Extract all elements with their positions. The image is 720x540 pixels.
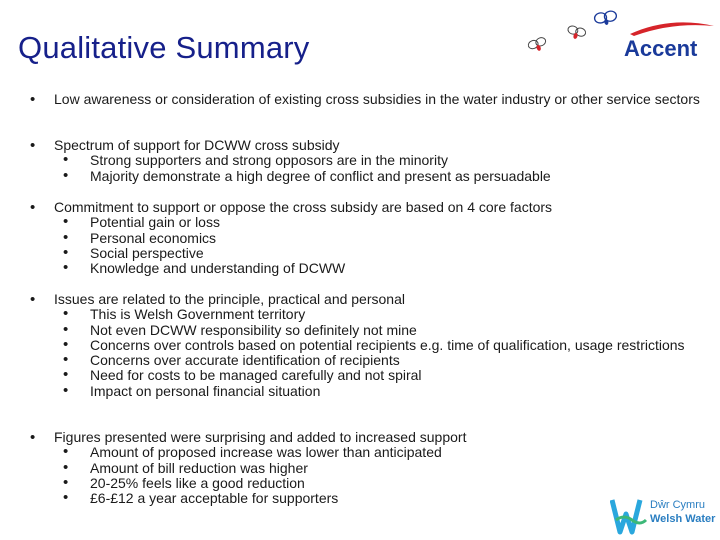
sub-bullet-item: [54, 228, 710, 246]
sub-bullet-text: Knowledge and understanding of DCWW: [90, 260, 346, 277]
bullet-item: [30, 430, 710, 506]
bullet-text: Commitment to support or oppose the cross subsidy are based on 4 core factors: [54, 199, 553, 215]
welsh-water-wave-icon: [610, 494, 650, 538]
bullet-marker: •: [30, 429, 36, 446]
bullet-marker: •: [30, 91, 36, 108]
sub-bullet-item: [54, 307, 710, 322]
sub-bullet-marker: •: [63, 151, 69, 169]
page-title: Qualitative Summary: [18, 30, 310, 65]
welsh-water-line1: Dŵr Cymru: [650, 499, 705, 511]
bullet-marker: •: [30, 291, 36, 308]
sub-bullet-marker: •: [63, 243, 69, 261]
welsh-water-line2: Welsh Water: [650, 513, 716, 525]
welsh-water-logo: [610, 494, 720, 538]
sub-bullet-text: Potential gain or loss: [90, 214, 220, 231]
sub-bullet-text: Amount of proposed increase was lower than anticipated: [90, 444, 442, 461]
bullet-text: Low awareness or consideration of existing cross subsidies in the water industry or other service sectors: [54, 91, 700, 107]
sub-bullet-text: Amount of bill reduction was higher: [90, 459, 308, 476]
sub-bullet-text: Concerns over accurate identification of recipients: [90, 352, 400, 369]
bullet-marker: •: [30, 199, 36, 216]
sub-bullet-text: Concerns over controls based on potential recipients e.g. time of qualification, usage restrictions: [90, 336, 685, 353]
sub-bullet-item: [54, 243, 710, 261]
sub-bullet-text: £6-£12 a year acceptable for supporters: [90, 490, 339, 507]
sub-bullet-text: Impact on personal financial situation: [90, 382, 321, 399]
sub-bullet-marker: •: [63, 305, 69, 323]
sub-bullet-text: Strong supporters and strong opposors are in the minority: [90, 152, 448, 169]
sub-bullet-text: Personal economics: [90, 229, 217, 246]
sub-bullet-marker: •: [63, 351, 69, 369]
sub-bullet-marker: •: [63, 458, 69, 476]
sub-bullet-marker: •: [63, 166, 69, 184]
bullet-marker: •: [30, 137, 36, 154]
sub-bullet-item: [54, 458, 710, 476]
sub-bullet-marker: •: [63, 443, 69, 461]
bullet-item: [30, 292, 710, 399]
sub-bullet-item: [54, 381, 710, 399]
sub-bullet-item: [54, 353, 710, 368]
sub-bullet-text: Not even DCWW responsibility so definitely not mine: [90, 321, 417, 338]
sub-bullet-marker: •: [63, 381, 69, 399]
sub-bullet-marker: •: [63, 489, 69, 507]
sub-bullet-marker: •: [63, 473, 69, 491]
accent-logo-text: Accent: [624, 36, 698, 61]
bullet-item: [30, 92, 710, 107]
sub-bullet-item: [54, 215, 710, 230]
bullet-item: [30, 200, 710, 276]
sub-bullet-text: This is Welsh Government territory: [90, 306, 306, 323]
sub-bullet-item: [54, 445, 710, 460]
sub-bullet-item: [54, 166, 710, 184]
sub-bullet-marker: •: [63, 320, 69, 338]
sub-bullet-item: [54, 261, 710, 276]
sub-bullet-item: [54, 335, 710, 353]
sub-bullet-marker: •: [63, 259, 69, 277]
sub-bullet-text: Social perspective: [90, 244, 204, 261]
sub-bullet-item: [54, 153, 710, 168]
sub-bullet-marker: •: [63, 335, 69, 353]
bullet-text: Spectrum of support for DCWW cross subsidy: [54, 137, 340, 153]
sub-bullet-marker: •: [63, 213, 69, 231]
sub-bullet-text: Majority demonstrate a high degree of conflict and present as persuadable: [90, 167, 551, 184]
sub-bullet-text: Need for costs to be managed carefully and not spiral: [90, 367, 422, 384]
sub-bullet-item: [54, 320, 710, 338]
sub-bullet-marker: •: [63, 228, 69, 246]
bullet-text: Figures presented were surprising and added to increased support: [54, 429, 467, 445]
bullet-item: [30, 138, 710, 184]
sub-bullet-item: [54, 368, 710, 383]
sub-bullet-item: [54, 473, 710, 491]
bullet-text: Issues are related to the principle, practical and personal: [54, 291, 405, 307]
sub-bullet-text: 20-25% feels like a good reduction: [90, 474, 305, 491]
sub-bullet-marker: •: [63, 366, 69, 384]
